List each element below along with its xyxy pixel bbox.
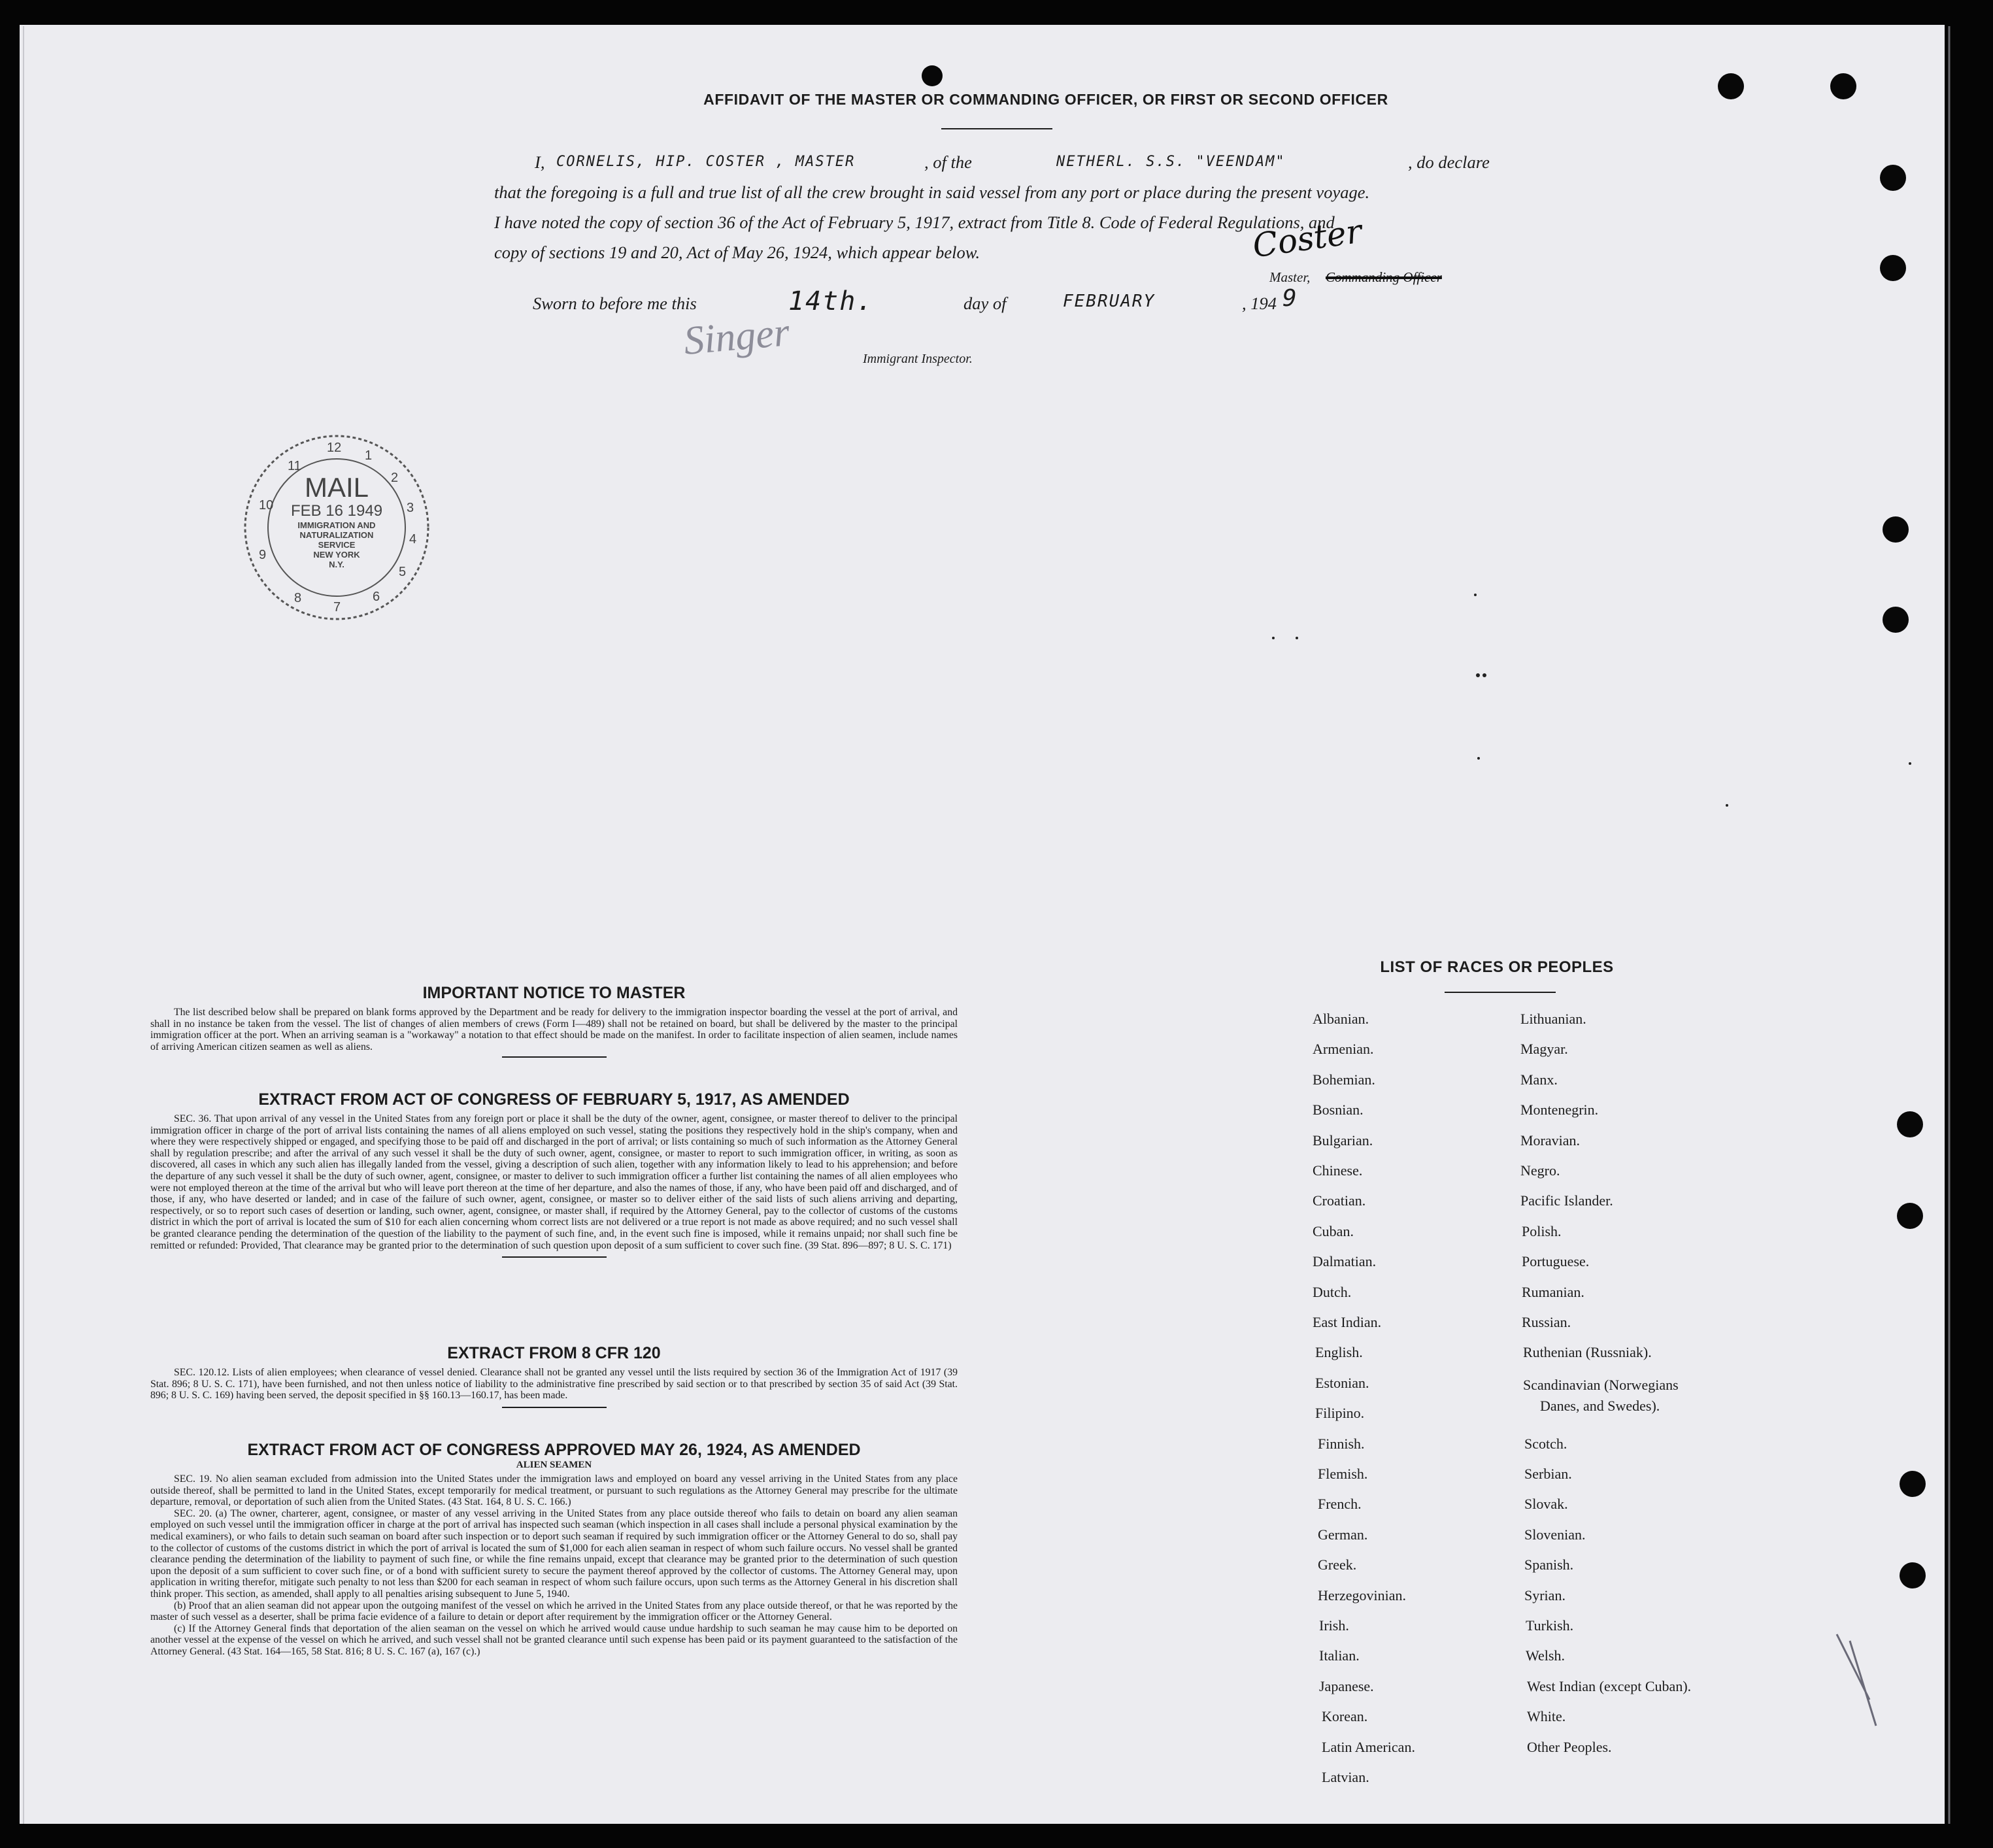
race-item: Latin American.: [1322, 1739, 1415, 1755]
race-item: Syrian.: [1524, 1587, 1566, 1604]
race-item: Portuguese.: [1522, 1253, 1590, 1269]
stamp-line: SERVICE: [318, 540, 356, 550]
race-item: Magyar.: [1520, 1041, 1568, 1057]
master-signature: Coster: [1250, 212, 1364, 265]
race-item: Latvian.: [1322, 1769, 1369, 1785]
affidavit-title-rule: [941, 128, 1052, 129]
race-item: Dalmatian.: [1313, 1253, 1377, 1269]
race-item: East Indian.: [1313, 1314, 1382, 1330]
stamp-line: N.Y.: [329, 560, 344, 569]
ring-number: 3: [407, 501, 414, 515]
inspector-signature: Singer: [682, 310, 792, 363]
ring-number: 8: [294, 591, 302, 605]
race-item: Albanian.: [1313, 1011, 1369, 1027]
extract-8cfr-rule: [502, 1407, 607, 1408]
race-item: Korean.: [1322, 1708, 1368, 1724]
race-item: White.: [1527, 1708, 1566, 1724]
race-item: Pacific Islander.: [1520, 1192, 1613, 1209]
punch-hole: [1880, 255, 1906, 281]
year-prefix: , 194: [1242, 294, 1277, 313]
sec20a-paragraph: SEC. 20. (a) The owner, charterer, agent, consignee, or master of any vessel arriving in the United States from any place outside thereof who fails to detain on board any alien seaman employed on such vessel until the immigration officer in charge at the port of arrival has inspected such seaman (which inspection in all cases shall include a personal physical examination by the medical examiners), or who fails to detain such seaman on board after such inspection or to deport such seaman if required by such immigration officer or the Attorney General to do so, shall pay to the collector of customs of the customs district in which the port of arrival is located the sum of $1,000 for each alien seaman in respect of whom such failure occurs. No vessel shall be granted clearance pending the determination of the liability to payment of such fine, or while the fine remains unpaid, except that clearance may be granted prior to the determination of such question upon the deposit of a sum sufficient to cover such fine, or of a bond with sufficient surety to secure the payment thereof approved by the collector of customs. The Attorney General may, upon application in writing therefor, mitigate such penalty to not less than $200 for each seaman in respect of whom such failure occurs, upon such terms as the Attorney General in his discretion shall think proper. This section, as amended, shall apply to all penalties arising subsequent to June 5, 1940.: [150, 1507, 958, 1600]
notice-rule: [502, 1056, 607, 1058]
do-declare-label: , do declare: [1408, 152, 1490, 172]
race-item: Negro.: [1520, 1162, 1560, 1179]
race-item: Welsh.: [1526, 1647, 1565, 1664]
race-item: Filipino.: [1315, 1405, 1365, 1421]
race-item: Turkish.: [1526, 1617, 1574, 1634]
struck-officer-label: Commanding Officer: [1326, 269, 1442, 285]
stamp-mail: MAIL: [304, 472, 369, 503]
extract-8cfr-text: [150, 1367, 958, 1402]
race-item: Spanish.: [1524, 1556, 1574, 1573]
race-item: Armenian.: [1313, 1041, 1374, 1057]
of-the-label: , of the: [924, 152, 972, 172]
punch-hole: [1830, 73, 1856, 99]
race-item: Manx.: [1520, 1071, 1558, 1088]
punch-hole: [1883, 607, 1909, 633]
extract-1917-section: [150, 1090, 958, 1258]
ring-number: 5: [399, 565, 407, 579]
sec19-paragraph: SEC. 19. No alien seaman excluded from admission into the United States under the immigration laws and employed on board any vessel arriving in the United States from any place outside thereof, shall be permitted to land in the United States, except temporarily for medical treatment, or pursuant to such regulations as the Attorney General may prescribe for the ultimate departure, removal, or deportation of such alien from the United States. (43 Stat. 164, 8 U. S. C. 166.): [150, 1473, 958, 1508]
stamp-date: FEB 16 1949: [290, 502, 383, 520]
extract-1924-text: [150, 1473, 958, 1658]
race-item: French.: [1318, 1496, 1362, 1512]
speck: [1476, 673, 1480, 677]
sworn-day: 14th.: [788, 286, 874, 316]
punch-hole: [1897, 1111, 1923, 1137]
affidavit-intro: I,: [535, 152, 545, 172]
race-item: Italian.: [1319, 1647, 1360, 1664]
punch-hole: [1718, 73, 1744, 99]
affidavit-line-3: I have noted the copy of section 36 of the Act of February 5, 1917, extract from Title 8. Code of Federal Regulations, and: [494, 212, 1335, 232]
speck: [1909, 762, 1911, 765]
punch-hole: [1900, 1471, 1926, 1497]
races-title-rule: [1445, 992, 1556, 993]
ring-number: 4: [409, 532, 417, 546]
extract-8cfr-title: EXTRACT FROM 8 CFR 120: [447, 1344, 661, 1362]
punch-hole: [922, 65, 943, 86]
sworn-label: Sworn to before me this: [533, 294, 697, 313]
ring-number: 12: [327, 441, 342, 455]
stamp-text: [271, 473, 402, 569]
ring-number: 1: [365, 448, 373, 463]
affidavit-line-2: that the foregoing is a full and true list of all the crew brought in said vessel from any port or place during the present voyage.: [494, 182, 1370, 202]
race-item: Bulgarian.: [1313, 1132, 1373, 1149]
affidavit-line-1: [494, 147, 1511, 177]
day-of-label: day of: [963, 294, 1007, 313]
extract-1924-title: EXTRACT FROM ACT OF CONGRESS APPROVED MAY 26, 1924, AS AMENDED: [247, 1441, 861, 1459]
ring-number: 11: [288, 459, 301, 473]
notice-paragraph: The list described below shall be prepared on blank forms approved by the Department and be ready for delivery to the immigration inspector boarding the vessel at the port of arrival, and shall in no instance be taken from the vessel. The list of changes of alien members of crews (Form I—489) shall not be retained on board, but shall be delivered by the master to the principal immigration officer at the port. When an arriving seaman is a "workaway" a notation to that effect should be made on the manifest. In order to facilitate inspection of alien seamen, include names of arriving American citizen seamen as well as aliens.: [150, 1007, 958, 1052]
stamp-line: IMMIGRATION AND: [297, 520, 376, 530]
race-item: Montenegrin.: [1520, 1101, 1599, 1118]
notice-section: [150, 984, 958, 1058]
stamp-line: NATURALIZATION: [299, 530, 374, 540]
stamp-line: NEW YORK: [313, 550, 360, 560]
punch-hole: [1900, 1562, 1926, 1588]
ring-number: 9: [259, 548, 267, 562]
affidavit-title: AFFIDAVIT OF THE MASTER OR COMMANDING OFFICER, OR FIRST OR SECOND OFFICER: [703, 91, 1388, 108]
punch-hole: [1883, 516, 1909, 543]
extract-1917-text: [150, 1113, 958, 1251]
race-item: Herzegovinian.: [1318, 1587, 1406, 1604]
race-item: Moravian.: [1520, 1132, 1581, 1149]
vessel-name: NETHERL. S.S. "VEENDAM": [1056, 154, 1286, 170]
race-item: Bosnian.: [1313, 1101, 1364, 1118]
speck: [1296, 637, 1298, 639]
master-label: Master,: [1269, 269, 1311, 285]
speck: [1272, 637, 1275, 639]
race-item: Slovenian.: [1524, 1526, 1586, 1543]
races-title: LIST OF RACES OR PEOPLES: [1380, 958, 1614, 976]
race-item: Bohemian.: [1313, 1071, 1375, 1088]
extract-1917-rule: [502, 1256, 607, 1258]
race-item: Other Peoples.: [1527, 1739, 1612, 1755]
affidavit-line-4: copy of sections 19 and 20, Act of May 26, 1924, which appear below.: [494, 243, 980, 262]
speck: [1482, 673, 1486, 677]
race-item: Dutch.: [1313, 1284, 1352, 1300]
inspector-label: Immigrant Inspector.: [863, 352, 973, 366]
race-item: Serbian.: [1524, 1466, 1572, 1482]
race-item: Slovak.: [1524, 1496, 1568, 1512]
notice-title: IMPORTANT NOTICE TO MASTER: [422, 984, 686, 1002]
race-item: English.: [1315, 1344, 1363, 1360]
year-suffix: 9: [1282, 285, 1298, 312]
race-item: Japanese.: [1319, 1678, 1374, 1694]
master-name: CORNELIS, HIP. COSTER , MASTER: [556, 154, 856, 170]
race-item: Scandinavian (Norwegians: [1523, 1377, 1679, 1393]
race-item: Ruthenian (Russniak).: [1523, 1344, 1652, 1360]
race-item: West Indian (except Cuban).: [1527, 1678, 1692, 1694]
extract-1917-paragraph: SEC. 36. That upon arrival of any vessel in the United States from any foreign port or place it shall be the duty of the owner, agent, consignee, or master thereof to deliver to the principal immigration officer in charge of the port of arrival lists containing the names of all aliens employed on such vessel, stating the positions they respectively hold in the ship's company, when and where they were respectively shipped or engaged, and specifying those to be paid off and discharged in the port of arrival; or lists containing so much of such information as the Attorney General shall by regulation prescribe; and after the arrival of any such vessel it shall be the duty of such owner, agent, consignee, or master to report to such immigration officer, in writing, as soon as discovered, all cases in which any such alien has illegally landed from the vessel, giving a description of such alien, together with any information likely to lead to his apprehension; and before the departure of any such vessel it shall be the duty of such owner, agent, consignee, or master to deliver to such immigration officer a further list containing the names of all alien employees who were not employed thereon at the time of the arrival but who will leave port thereon at the time of her departure, and also the names of those, if any, who have been paid off and discharged, and of those, if any, who have deserted or landed; and in case of the failure of such owner, agent, consignee, or master so to deliver either of the said lists of such aliens arriving and departing, respectively, or so to report such cases of desertion or landing, such owner, agent, consignee, or master shall, if required by the Attorney General, pay to the collector of customs of the customs district in which the port of arrival is located the sum of $10 for each alien concerning whom correct lists are not delivered or a true report is not made as above required; and no such vessel shall be granted clearance pending the determination of the question of the liability to the payment of such fine, and, in the event such fine is imposed, while it remains unpaid; nor shall such fine be remitted or refunded: Provided, That clearance may be granted prior to the determination of such question upon deposit of a sum sufficient to cover such fine. (39 Stat. 896—897; 8 U. S. C. 171): [150, 1113, 958, 1251]
extract-8cfr-paragraph: SEC. 120.12. Lists of alien employees; when clearance of vessel denied. Clearance shall not be granted any vessel until the lists required by section 36 of the Immigration Act of 1917 (39 Stat. 896; 8 U. S. C. 171), have been furnished, and not then unless notice of liability to the administrative fine prescribed by said section or to that prescribed by section 35 of said Act (39 Stat. 896; 8 U. S. C. 169) having been served, the deposit specified in §§ 160.13—160.17, has been made.: [150, 1367, 958, 1402]
race-item: Estonian.: [1315, 1375, 1369, 1391]
ring-number: 10: [259, 498, 274, 512]
race-item: Danes, and Swedes).: [1540, 1398, 1660, 1414]
race-item: Russian.: [1522, 1314, 1571, 1330]
extract-1924-section: [150, 1441, 958, 1658]
race-item: Lithuanian.: [1520, 1011, 1586, 1027]
extract-1924-subtitle: ALIEN SEAMEN: [516, 1460, 592, 1470]
speck: [1477, 757, 1480, 760]
ring-number: 6: [373, 590, 380, 604]
extract-8cfr-section: [150, 1344, 958, 1408]
ring-number: 2: [391, 471, 399, 485]
mail-stamp: [242, 433, 431, 622]
sec20c-paragraph: (c) If the Attorney General finds that deportation of the alien seaman on the vessel on which he arrived would cause undue hardship to such seaman he may cause him to be deported on another vessel at the expense of the vessel on which he arrived, and such vessel shall not be granted clearance until such expense has been paid or its payment guaranteed to the satisfaction of the Attorney General. (43 Stat. 164—165, 58 Stat. 816; 8 U. S. C. 167 (a), 167 (c).): [150, 1622, 958, 1657]
race-item: Chinese.: [1313, 1162, 1363, 1179]
race-item: Irish.: [1319, 1617, 1349, 1634]
race-item: Flemish.: [1318, 1466, 1368, 1482]
sec20b-paragraph: (b) Proof that an alien seaman did not appear upon the outgoing manifest of the vessel on which he arrived in the United States from any place outside thereof, or that he was reported by the master of such vessel as a deserter, shall be prima facie evidence of a failure to detain or deport after requirement by the immigration officer or the Attorney General.: [150, 1600, 958, 1623]
sworn-month: FEBRUARY: [1063, 292, 1156, 311]
punch-hole: [1880, 165, 1906, 191]
race-item: Greek.: [1318, 1556, 1357, 1573]
notice-text: [150, 1007, 958, 1052]
extract-1917-title: EXTRACT FROM ACT OF CONGRESS OF FEBRUARY 5, 1917, AS AMENDED: [258, 1090, 850, 1109]
race-item: Finnish.: [1318, 1436, 1365, 1452]
race-item: Croatian.: [1313, 1192, 1366, 1209]
race-item: Cuban.: [1313, 1223, 1354, 1239]
race-item: Rumanian.: [1522, 1284, 1584, 1300]
punch-hole: [1897, 1203, 1923, 1229]
race-item: Scotch.: [1524, 1436, 1567, 1452]
speck: [1474, 594, 1477, 596]
ring-number: 7: [333, 600, 341, 614]
speck: [1726, 804, 1728, 807]
race-item: German.: [1318, 1526, 1368, 1543]
race-item: Polish.: [1522, 1223, 1562, 1239]
